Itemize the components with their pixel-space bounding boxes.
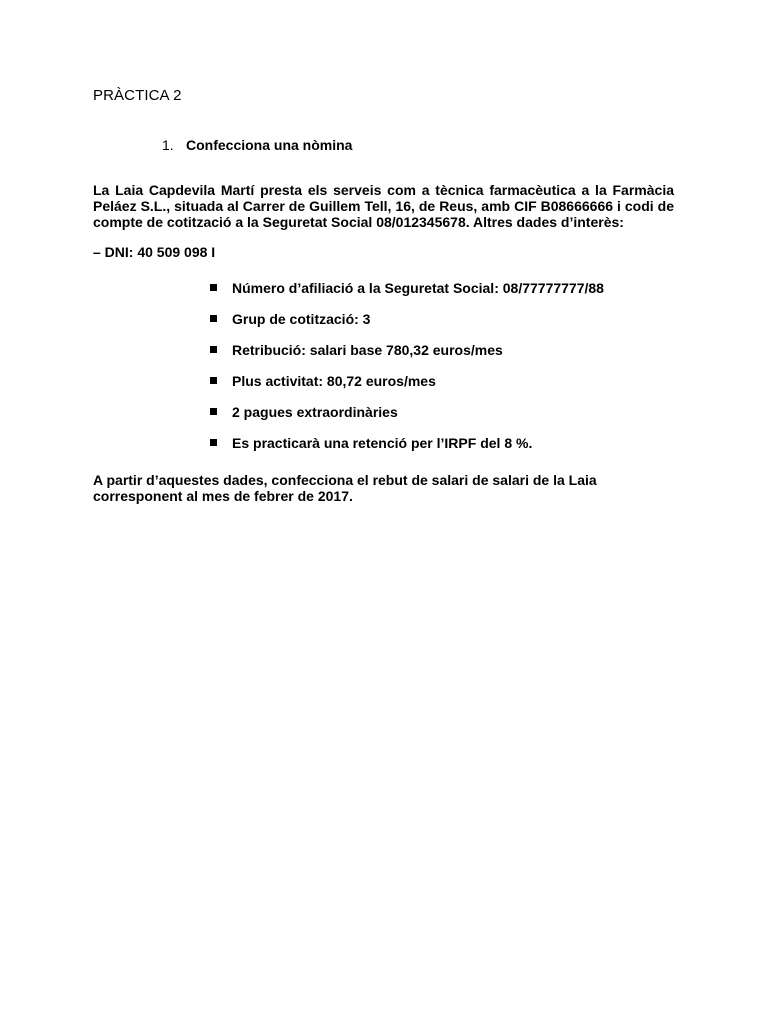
closing-paragraph: A partir d’aquestes dades, confecciona el rebut de salari de salari de la Laia corresponent al mes de febrer de 2017. xyxy=(93,472,597,504)
document-title: PRÀCTICA 2 xyxy=(93,87,182,104)
square-bullet-icon xyxy=(210,284,217,291)
square-bullet-icon xyxy=(210,346,217,353)
list-item-text: Grup de cotització: 3 xyxy=(232,310,371,327)
task-heading xyxy=(162,137,352,153)
list-item xyxy=(210,272,604,303)
data-bullet-list xyxy=(210,272,604,458)
list-item xyxy=(210,365,604,396)
list-item-text: Plus activitat: 80,72 euros/mes xyxy=(232,372,436,389)
list-item xyxy=(210,303,604,334)
intro-paragraph: La Laia Capdevila Martí presta els serveis com a tècnica farmacèutica a la Farmàcia Peláez S.L., situada al Carrer de Guillem Tell, 16, de Reus, amb CIF B08666666 i codi de compte de cotització a la Seguretat Social 08/012345678. Altres dades d’interès: xyxy=(93,182,674,230)
task-text: Confecciona una nòmina xyxy=(186,137,353,153)
list-item xyxy=(210,427,604,458)
square-bullet-icon xyxy=(210,315,217,322)
square-bullet-icon xyxy=(210,408,217,415)
square-bullet-icon xyxy=(210,439,217,446)
list-item-text: Número d’afiliació a la Seguretat Social: 08/77777777/88 xyxy=(232,279,604,296)
list-item-text: Retribució: salari base 780,32 euros/mes xyxy=(232,341,503,358)
dni-line: – DNI: 40 509 098 I xyxy=(93,244,216,260)
task-number: 1. xyxy=(162,137,174,153)
list-item xyxy=(210,396,604,427)
list-item-text: 2 pagues extraordinàries xyxy=(232,403,398,420)
list-item xyxy=(210,334,604,365)
square-bullet-icon xyxy=(210,377,217,384)
list-item-text: Es practicarà una retenció per l’IRPF del 8 %. xyxy=(232,434,533,451)
